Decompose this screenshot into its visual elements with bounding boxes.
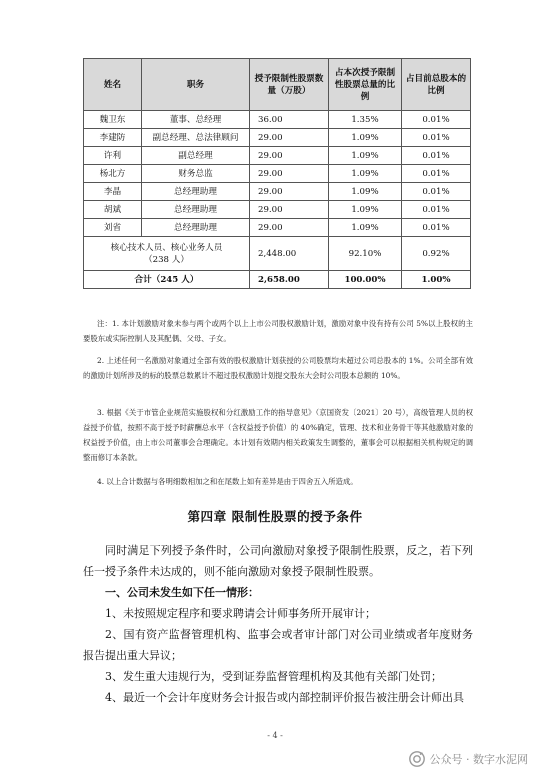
cell-grant-pct: 1.09% [329, 147, 402, 165]
cell-shares: 29.00 [250, 165, 329, 183]
cell-name: 魏卫东 [84, 111, 142, 129]
cell-title: 副总经理 [142, 147, 250, 165]
header-shares: 授予限制性股票数量（万股） [250, 59, 329, 111]
cell-total-label: 合计（245 人） [84, 271, 250, 289]
condition-item: 4、最近一个会计年度财务会计报告或内部控制评价报告被注册会计师出具 [105, 691, 464, 704]
cell-grant-pct: 100.00% [329, 271, 402, 289]
cell-grant-pct: 1.35% [329, 111, 402, 129]
cell-shares: 29.00 [250, 201, 329, 219]
cell-name: 杨北方 [84, 165, 142, 183]
cell-name: 胡斌 [84, 201, 142, 219]
condition-item: 3、发生重大违规行为，受到证券监督管理机构及其他有关部门处罚； [105, 670, 442, 683]
cell-total-pct: 0.01% [402, 147, 471, 165]
cell-name: 许利 [84, 147, 142, 165]
section-heading: 一、公司未发生如下任一情形： [105, 586, 259, 599]
cell-title: 总经理助理 [142, 201, 250, 219]
cell-core-label [84, 237, 250, 271]
cell-total-pct: 0.01% [402, 165, 471, 183]
table-notes-3 [83, 405, 473, 465]
condition-item: 1、未按照规定程序和要求聘请会计师事务所开展审计； [105, 607, 376, 620]
table-row [84, 111, 471, 129]
cell-grant-pct: 92.10% [329, 237, 402, 271]
cell-title: 财务总监 [142, 165, 250, 183]
table-row [84, 219, 471, 237]
cell-grant-pct: 1.09% [329, 201, 402, 219]
cell-shares: 29.00 [250, 219, 329, 237]
cell-total-pct: 0.01% [402, 201, 471, 219]
core-label-text: 核心技术人员、核心业务人员 [110, 242, 223, 253]
watermark-text: 公众号 · 数字水泥网 [429, 753, 528, 766]
cell-grant-pct: 1.09% [329, 165, 402, 183]
cell-title: 副总经理、总法律顾问 [142, 129, 250, 147]
cell-name: 李晶 [84, 183, 142, 201]
cell-total-pct: 0.01% [402, 111, 471, 129]
cell-total-pct: 0.01% [402, 219, 471, 237]
core-count-text: （238 人） [144, 254, 189, 265]
table-notes [83, 316, 473, 346]
note-4: 4. 以上合计数据与各明细数相加之和在尾数上如有差异是由于四舍五入所造成。 [97, 477, 358, 486]
cell-shares: 36.00 [250, 111, 329, 129]
header-name: 姓名 [84, 59, 142, 111]
table-notes-2 [83, 353, 473, 383]
cell-title: 总经理助理 [142, 183, 250, 201]
header-title: 职务 [142, 59, 250, 111]
cell-name: 李建防 [84, 129, 142, 147]
cell-total-pct: 0.92% [402, 237, 471, 271]
table-notes-4 [83, 474, 473, 489]
table-row-core-staff [84, 237, 471, 271]
cell-total-pct: 0.01% [402, 183, 471, 201]
grant-allocation-table [83, 58, 471, 289]
chapter-title: 第四章 限制性股票的授予条件 [187, 509, 363, 524]
cell-grant-pct: 1.09% [329, 219, 402, 237]
cell-shares: 29.00 [250, 147, 329, 165]
condition-item: 2、国有资产监督管理机构、监事会或者审计部门对公司业绩或者年度财务报告提出重大异议； [83, 628, 473, 662]
wechat-official-account-icon [409, 751, 425, 767]
cell-grant-pct: 1.09% [329, 183, 402, 201]
page-number: - 4 - [267, 731, 283, 740]
header-total-pct: 占目前总股本的比例 [402, 59, 471, 111]
cell-title: 董事、总经理 [142, 111, 250, 129]
cell-total-pct: 1.00% [402, 271, 471, 289]
cell-shares: 29.00 [250, 183, 329, 201]
cell-shares: 29.00 [250, 129, 329, 147]
body-text [83, 540, 473, 708]
cell-shares: 2,658.00 [250, 271, 329, 289]
table-row [84, 201, 471, 219]
cell-total-pct: 0.01% [402, 129, 471, 147]
note-2: 2. 上述任何一名激励对象通过全部有效的股权激励计划获授的公司股票均未超过公司总股本的 1%。公司全部有效的激励计划所涉及的标的股票总数累计不超过股权激励计划提交股东大会时公司股本总额的 10%。 [83, 356, 473, 380]
watermark [409, 751, 529, 767]
table-row [84, 165, 471, 183]
table-row [84, 147, 471, 165]
cell-shares: 2,448.00 [250, 237, 329, 271]
intro-paragraph: 同时满足下列授予条件时，公司向激励对象授予限制性股票，反之，若下列任一授予条件未达成的，则不能向激励对象授予限制性股票。 [83, 544, 473, 578]
table-row [84, 183, 471, 201]
note-1: 注：1. 本计划激励对象未参与两个或两个以上上市公司股权激励计划，激励对象中没有持有公司 5%以上股权的主要股东或实际控制人及其配偶、父母、子女。 [83, 319, 473, 343]
cell-name: 刘省 [84, 219, 142, 237]
table-row-total [84, 271, 471, 289]
table-row [84, 129, 471, 147]
header-grant-pct: 占本次授予限制性股票总量的比例 [329, 59, 402, 111]
cell-title: 总经理助理 [142, 219, 250, 237]
table-header-row [84, 59, 471, 111]
cell-grant-pct: 1.09% [329, 129, 402, 147]
note-3: 3. 根据《关于市管企业规范实施股权和分红激励工作的指导意见》（京国资发〔2021〕20 号），高级管理人员的权益授予价值，按照不高于授予时薪酬总水平（含权益授予价值）的 40%确定，管理、技术和业务骨干等其他激励对象的权益授予价值，由上市公司董事会合理确定。本计划有效期内相关政策发生调整的，董事会可以根据相关机构规定的调整而修订本条款。 [83, 408, 473, 462]
